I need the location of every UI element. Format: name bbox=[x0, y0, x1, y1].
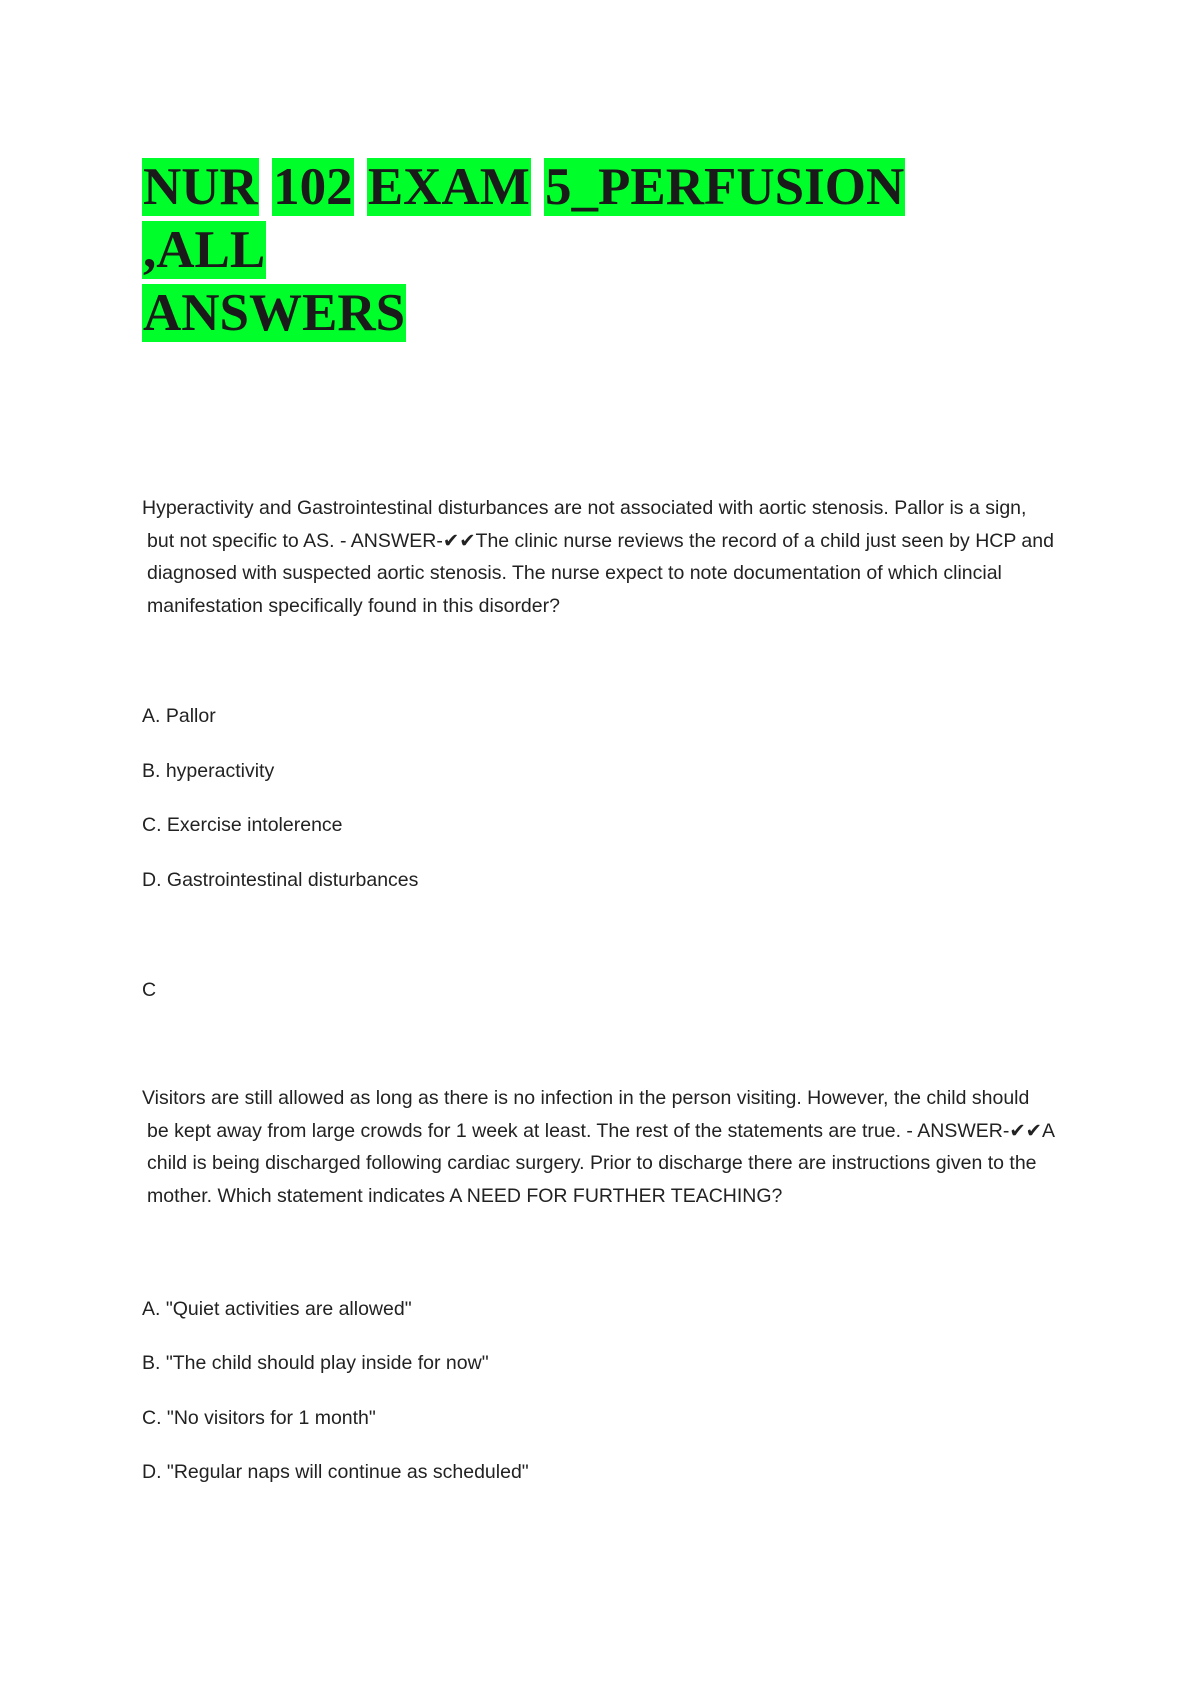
question-line: Visitors are still allowed as long as there is no infection in the person visiting. However, the child should bbox=[142, 1087, 1030, 1109]
question-2-text bbox=[142, 1082, 1062, 1212]
document-title bbox=[142, 156, 962, 345]
question-2-option-a: A. "Quiet activities are allowed" bbox=[142, 1298, 412, 1320]
question-line: mother. Which statement indicates A NEED FOR FURTHER TEACHING? bbox=[147, 1184, 783, 1207]
question-1-answer: C bbox=[142, 979, 157, 1001]
title-part: ,ALL bbox=[143, 221, 266, 279]
question-1-option-d: D. Gastrointestinal disturbances bbox=[142, 869, 419, 891]
question-2-option-c: C. "No visitors for 1 month" bbox=[142, 1407, 376, 1429]
title-part: NUR bbox=[143, 158, 258, 216]
question-1-text bbox=[142, 492, 1062, 622]
title-part: ANSWERS bbox=[143, 284, 406, 342]
question-line: child is being discharged following cardiac surgery. Prior to discharge there are instructions given to the bbox=[147, 1152, 1037, 1174]
question-line: be kept away from large crowds for 1 week at least. The rest of the statements are true. - ANSWER-✔✔A bbox=[147, 1119, 1056, 1142]
question-1-option-a: A. Pallor bbox=[142, 705, 216, 727]
question-2-option-d: D. "Regular naps will continue as scheduled" bbox=[142, 1461, 529, 1483]
question-line: diagnosed with suspected aortic stenosis. The nurse expect to note documentation of which clincial bbox=[147, 562, 1002, 584]
question-2-option-b: B. "The child should play inside for now" bbox=[142, 1352, 489, 1374]
question-line: but not specific to AS. - ANSWER-✔✔The clinic nurse reviews the record of a child just seen by HCP and bbox=[147, 529, 1054, 552]
title-part: EXAM bbox=[367, 158, 530, 216]
question-line: manifestation specifically found in this disorder? bbox=[147, 594, 560, 617]
title-part: 102 bbox=[273, 158, 353, 216]
title-part: 5_PERFUSION bbox=[545, 158, 905, 216]
question-line: Hyperactivity and Gastrointestinal disturbances are not associated with aortic stenosis. Pallor is a sign, bbox=[142, 497, 1027, 519]
question-1-option-c: C. Exercise intolerence bbox=[142, 814, 343, 836]
question-1-option-b: B. hyperactivity bbox=[142, 760, 275, 782]
